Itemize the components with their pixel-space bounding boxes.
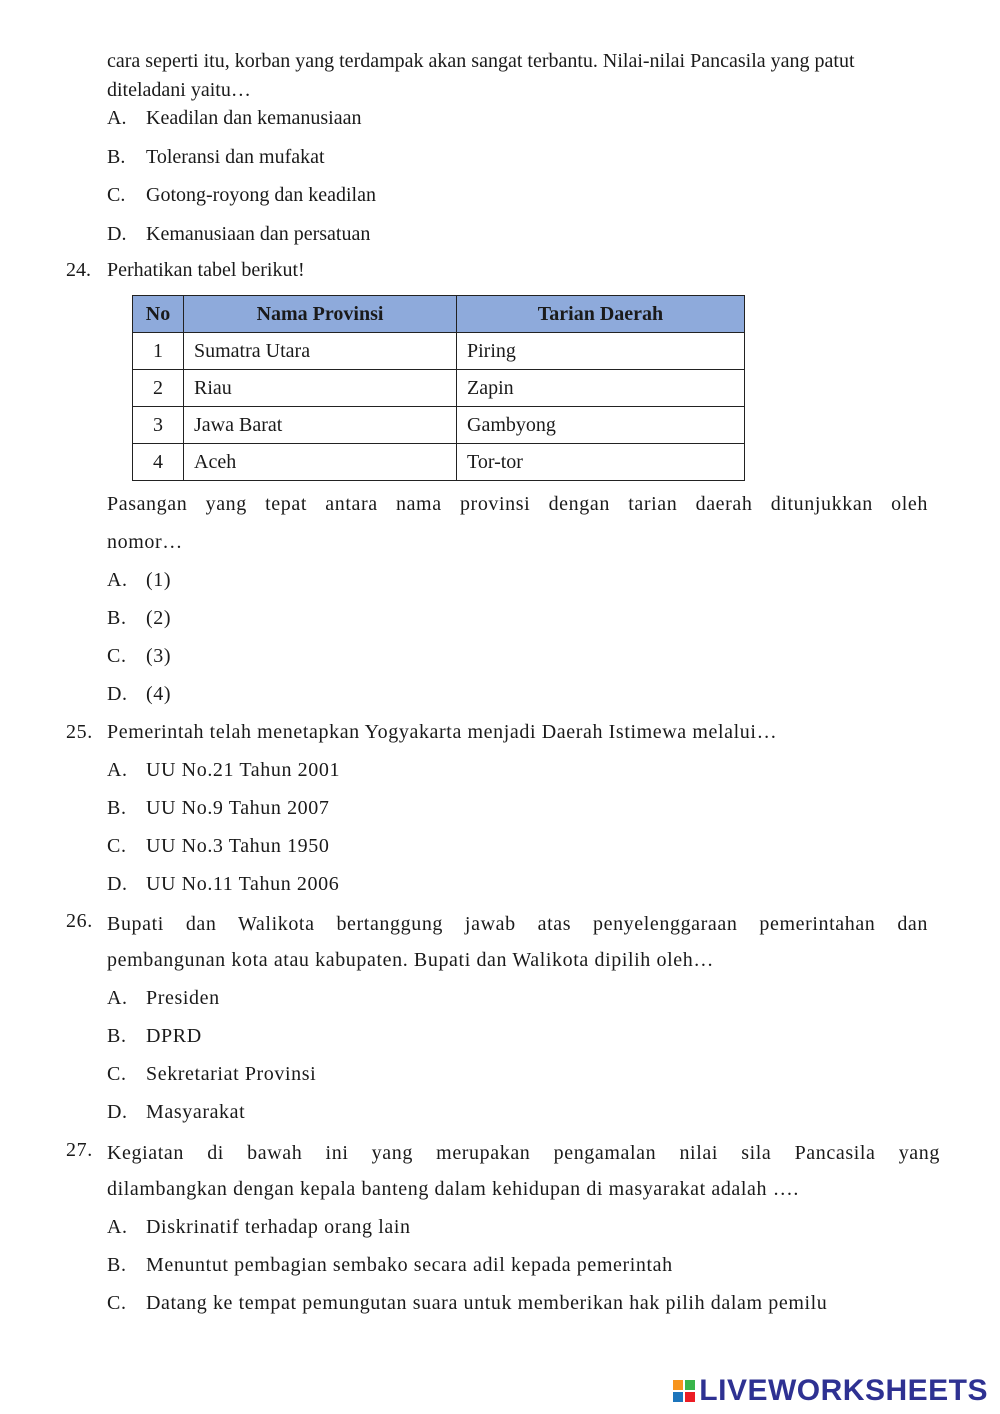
q27-stem-line2: dilambangkan dengan kepala banteng dalam kehidupan di masyarakat adalah …. xyxy=(107,1178,799,1200)
q25-option-c[interactable] xyxy=(107,835,329,858)
option-letter: C. xyxy=(107,1292,127,1314)
q24-number: 24. xyxy=(66,259,91,281)
q27-stem-line1: Kegiatan di bawah ini yang merupakan pengamalan nilai sila Pancasila yang xyxy=(107,1142,940,1164)
cell-no: 3 xyxy=(133,407,184,444)
table-row xyxy=(133,444,745,481)
logo-square xyxy=(673,1392,683,1402)
option-letter: B. xyxy=(107,797,127,819)
q27-option-b[interactable] xyxy=(107,1254,673,1277)
q26-number: 26. xyxy=(66,910,93,932)
option-text: Datang ke tempat pemungutan suara untuk memberikan hak pilih dalam pemilu xyxy=(146,1292,828,1314)
option-text: UU No.11 Tahun 2006 xyxy=(146,873,340,895)
cell-province: Aceh xyxy=(184,444,457,481)
option-text: Gotong-royong dan keadilan xyxy=(146,184,376,206)
cell-no: 1 xyxy=(133,333,184,370)
q26-option-b[interactable] xyxy=(107,1025,202,1048)
option-letter: C. xyxy=(107,1063,127,1085)
option-text: UU No.9 Tahun 2007 xyxy=(146,797,330,819)
option-text: Presiden xyxy=(146,987,220,1009)
option-text: Menuntut pembagian sembako secara adil kepada pemerintah xyxy=(146,1254,673,1276)
q23-option-d[interactable] xyxy=(107,223,370,246)
q24-option-b[interactable] xyxy=(107,607,171,630)
q27-option-a[interactable] xyxy=(107,1216,411,1239)
brand-name: LIVEWORKSHEETS xyxy=(699,1374,988,1407)
q25-stem: Pemerintah telah menetapkan Yogyakarta menjadi Daerah Istimewa melalui… xyxy=(107,721,778,743)
option-text: (3) xyxy=(146,645,172,667)
option-letter: B. xyxy=(107,1025,127,1047)
q24-stem: Perhatikan tabel berikut! xyxy=(107,259,305,281)
header-province: Nama Provinsi xyxy=(184,296,457,333)
option-letter: A. xyxy=(107,107,127,129)
option-letter: C. xyxy=(107,645,127,667)
liveworksheets-logo[interactable] xyxy=(673,1374,988,1408)
option-text: Sekretariat Provinsi xyxy=(146,1063,317,1085)
table-row xyxy=(133,370,745,407)
logo-square xyxy=(673,1380,683,1390)
q27-number: 27. xyxy=(66,1139,93,1161)
cell-dance: Tor-tor xyxy=(457,444,745,481)
option-letter: B. xyxy=(107,146,126,168)
option-letter: D. xyxy=(107,873,128,895)
option-letter: D. xyxy=(107,223,127,245)
q25-option-d[interactable] xyxy=(107,873,339,896)
header-dance: Tarian Daerah xyxy=(457,296,745,333)
option-letter: A. xyxy=(107,759,128,781)
option-letter: D. xyxy=(107,683,128,705)
option-text: UU No.3 Tahun 1950 xyxy=(146,835,330,857)
option-letter: C. xyxy=(107,184,126,206)
option-text: (4) xyxy=(146,683,172,705)
q26-option-c[interactable] xyxy=(107,1063,316,1086)
option-letter: C. xyxy=(107,835,127,857)
option-letter: B. xyxy=(107,1254,127,1276)
table-row xyxy=(133,407,745,444)
q23-option-b[interactable] xyxy=(107,146,325,169)
q24-followup-line1: Pasangan yang tepat antara nama provinsi dengan tarian daerah ditunjukkan oleh xyxy=(107,493,928,515)
cell-dance: Piring xyxy=(457,333,745,370)
logo-square xyxy=(685,1392,695,1402)
option-text: Masyarakat xyxy=(146,1101,246,1123)
table-row xyxy=(133,333,745,370)
q25-option-a[interactable] xyxy=(107,759,340,782)
q24-option-d[interactable] xyxy=(107,683,171,706)
q26-stem-line1: Bupati dan Walikota bertanggung jawab atas penyelenggaraan pemerintahan dan xyxy=(107,913,928,935)
option-letter: A. xyxy=(107,569,128,591)
q25-number: 25. xyxy=(66,721,93,743)
q26-stem-line2: pembangunan kota atau kabupaten. Bupati dan Walikota dipilih oleh… xyxy=(107,949,714,971)
option-text: DPRD xyxy=(146,1025,202,1047)
option-letter: A. xyxy=(107,987,128,1009)
option-text: Toleransi dan mufakat xyxy=(146,146,325,168)
q26-option-d[interactable] xyxy=(107,1101,245,1124)
cell-dance: Zapin xyxy=(457,370,745,407)
liveworksheets-logo-icon xyxy=(673,1380,695,1402)
option-letter: D. xyxy=(107,1101,128,1123)
table-header-row xyxy=(133,296,745,333)
header-no: No xyxy=(133,296,184,333)
q24-option-c[interactable] xyxy=(107,645,171,668)
option-text: Kemanusiaan dan persatuan xyxy=(146,223,371,245)
option-text: Keadilan dan kemanusiaan xyxy=(146,107,362,129)
q27-option-c[interactable] xyxy=(107,1292,827,1315)
q23-stem: cara seperti itu, korban yang terdampak akan sangat terbantu. Nilai-nilai Pancasila yang patut diteladani yaitu… xyxy=(107,50,855,101)
q25-option-b[interactable] xyxy=(107,797,329,820)
q24-option-a[interactable] xyxy=(107,569,171,592)
option-letter: A. xyxy=(107,1216,128,1238)
option-letter: B. xyxy=(107,607,127,629)
cell-dance: Gambyong xyxy=(457,407,745,444)
q26-option-a[interactable] xyxy=(107,987,220,1010)
option-text: Diskrinatif terhadap orang lain xyxy=(146,1216,411,1238)
cell-no: 2 xyxy=(133,370,184,407)
cell-province: Sumatra Utara xyxy=(184,333,457,370)
q23-option-c[interactable] xyxy=(107,184,376,207)
option-text: (1) xyxy=(146,569,172,591)
cell-province: Riau xyxy=(184,370,457,407)
option-text: (2) xyxy=(146,607,172,629)
logo-square xyxy=(685,1380,695,1390)
q23-option-a[interactable] xyxy=(107,107,361,130)
q24-followup-line2: nomor… xyxy=(107,531,183,553)
province-dance-table xyxy=(132,295,745,481)
option-text: UU No.21 Tahun 2001 xyxy=(146,759,341,781)
cell-province: Jawa Barat xyxy=(184,407,457,444)
cell-no: 4 xyxy=(133,444,184,481)
